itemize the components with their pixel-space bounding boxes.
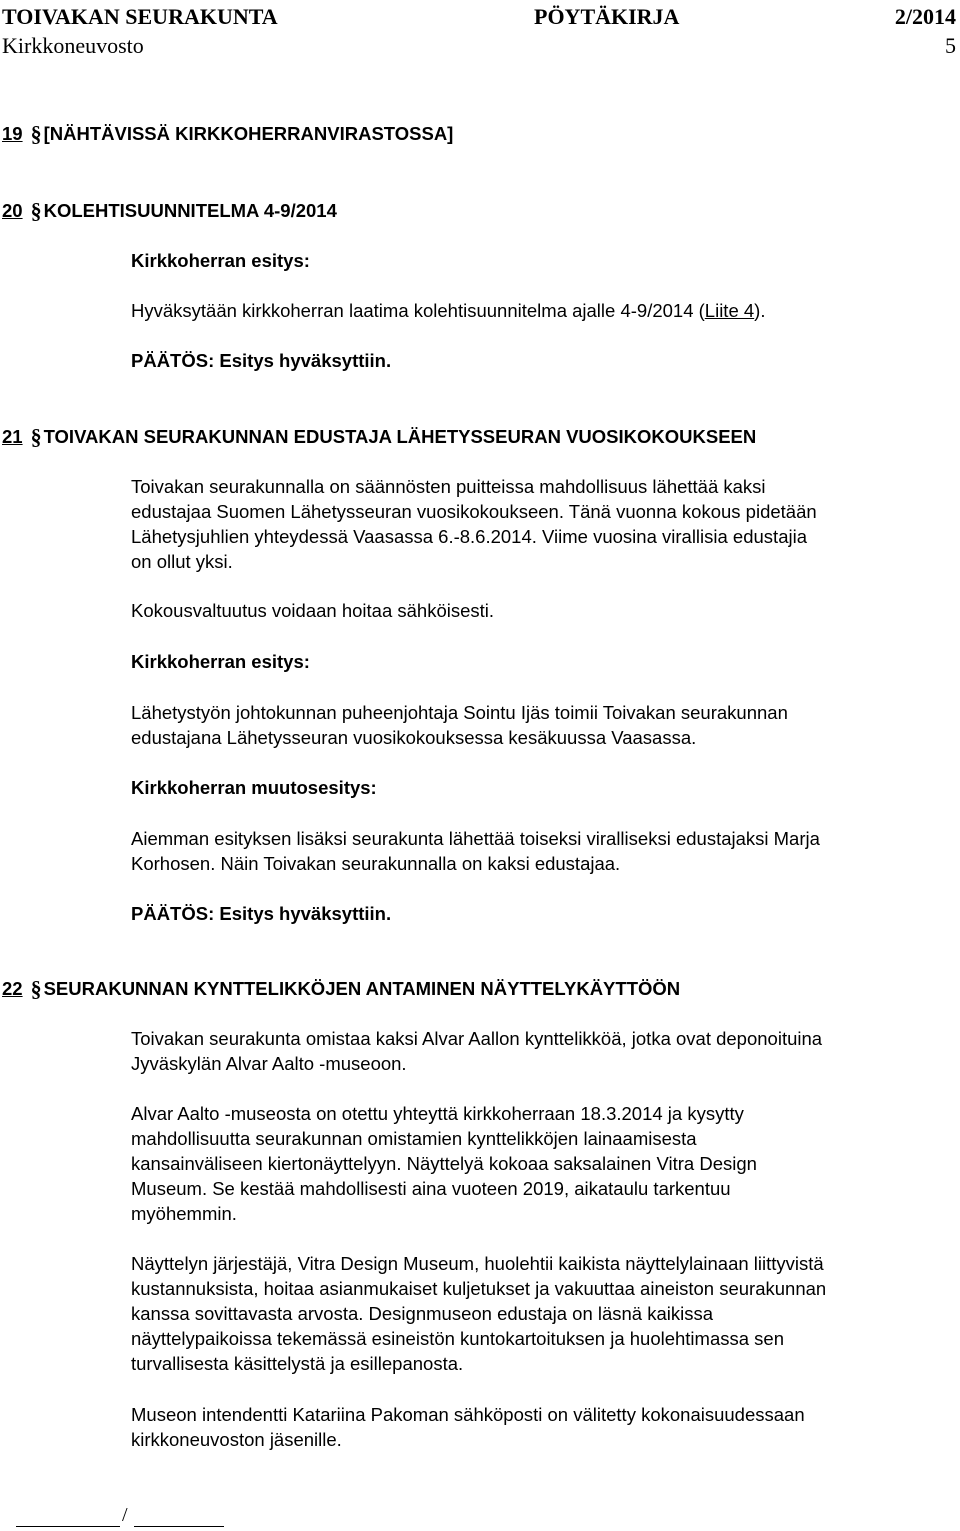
section-20-heading <box>2 198 337 223</box>
paragraph-line: kansainväliseen kiertonäyttelyyn. Näyttelyä kokoaa saksalainen Vitra Design <box>131 1153 757 1174</box>
document-subheader <box>2 33 956 59</box>
section-22-heading <box>2 976 680 1001</box>
section-number: 19 <box>2 123 23 144</box>
paragraph-line: on ollut yksi. <box>131 551 233 572</box>
section-21-heading <box>2 424 756 449</box>
proposal-label: Kirkkoherran esitys: <box>131 651 310 672</box>
decision-text: PÄÄTÖS: Esitys hyväksyttiin. <box>131 903 392 924</box>
paragraph-line: Aiemman esityksen lisäksi seurakunta lähettää toiseksi viralliseksi edustajaksi Marja <box>131 828 820 849</box>
proposal-text-start: Hyväksytään kirkkoherran laatima kolehtisuunnitelma ajalle 4-9/2014 ( <box>131 300 705 321</box>
decision-text: PÄÄTÖS: Esitys hyväksyttiin. <box>131 350 392 371</box>
attachment-link[interactable]: Liite 4 <box>704 300 755 321</box>
document-header <box>2 4 956 30</box>
section-sign: § <box>30 424 42 449</box>
paragraph-line: turvallisesta käsittelystä ja esillepanosta. <box>131 1353 464 1374</box>
governing-body: Kirkkoneuvosto <box>2 33 144 58</box>
paragraph-line: edustajana Lähetysseuran vuosikokouksessa kesäkuussa Vaasassa. <box>131 727 697 748</box>
initials-line <box>16 1504 226 1530</box>
paragraph-line: näyttelypaikoissa tekemässä esineistön kuntokartoituksen ja huolehtimassa sen <box>131 1328 785 1349</box>
document-type: PÖYTÄKIRJA <box>534 4 680 29</box>
paragraph-line: Jyväskylän Alvar Aalto -museoon. <box>131 1053 407 1074</box>
section-number: 20 <box>2 200 23 221</box>
paragraph-line: Toivakan seurakunta omistaa kaksi Alvar Aallon kynttelikköä, jotka ovat deponoituina <box>131 1028 823 1049</box>
section-title: SEURAKUNNAN KYNTTELIKKÖJEN ANTAMINEN NÄYTTELYKÄYTTÖÖN <box>43 978 681 999</box>
proposal-text-end: ). <box>754 300 766 321</box>
section-title: KOLEHTISUUNNITELMA 4-9/2014 <box>43 200 337 221</box>
paragraph-line: Korhosen. Näin Toivakan seurakunnalla on kaksi edustajaa. <box>131 853 621 874</box>
amendment-label: Kirkkoherran muutosesitys: <box>131 777 377 798</box>
section-title: [NÄHTÄVISSÄ KIRKKOHERRANVIRASTOSSA] <box>43 123 454 144</box>
section-sign: § <box>30 198 42 223</box>
paragraph-line: Lähetystyön johtokunnan puheenjohtaja Sointu Ijäs toimii Toivakan seurakunnan <box>131 702 788 723</box>
proposal-label: Kirkkoherran esitys: <box>131 250 310 271</box>
section-sign: § <box>30 976 42 1001</box>
paragraph-line: Näyttelyn järjestäjä, Vitra Design Museum, huolehtii kaikista näyttelylainaan liittyvistä <box>131 1253 824 1274</box>
initials-blank-right <box>134 1526 224 1527</box>
paragraph-line: Kokousvaltuutus voidaan hoitaa sähköisesti. <box>131 600 495 621</box>
paragraph-line: Lähetysjuhlien yhteydessä Vaasassa 6.-8.6.2014. Viime vuosina virallisia edustajia <box>131 526 807 547</box>
paragraph-line: Museon intendentti Katariina Pakoman sähköposti on välitetty kokonaisuudessaan <box>131 1404 805 1425</box>
initials-blank-left <box>16 1526 120 1527</box>
paragraph-line: Museum. Se kestää mahdollisesti aina vuoteen 2019, aikataulu tarkentuu <box>131 1178 731 1199</box>
section-sign: § <box>30 121 42 146</box>
paragraph-line: kustannuksista, hoitaa asianmukaiset kuljetukset ja vakuuttaa aineiston seurakunnan <box>131 1278 827 1299</box>
section-number: 21 <box>2 426 23 447</box>
organization-name: TOIVAKAN SEURAKUNTA <box>2 4 278 29</box>
paragraph-line: kirkkoneuvoston jäsenille. <box>131 1429 342 1450</box>
section-19-heading <box>2 121 453 146</box>
document-number: 2/2014 <box>894 4 956 29</box>
section-number: 22 <box>2 978 23 999</box>
section-title: TOIVAKAN SEURAKUNNAN EDUSTAJA LÄHETYSSEURAN VUOSIKOKOUKSEEN <box>43 426 757 447</box>
proposal-text <box>131 298 765 323</box>
paragraph-line: kanssa sovittavasta arvosta. Designmuseon edustaja on läsnä kaikissa <box>131 1303 714 1324</box>
initials-separator: / <box>122 1504 128 1526</box>
page-number: 5 <box>945 33 956 58</box>
paragraph-line: Alvar Aalto -museosta on otettu yhteyttä kirkkoherraan 18.3.2014 ja kysytty <box>131 1103 744 1124</box>
paragraph-line: mahdollisuutta seurakunnan omistamien kynttelikköjen lainaamisesta <box>131 1128 697 1149</box>
paragraph-line: Toivakan seurakunnalla on säännösten puitteissa mahdollisuus lähettää kaksi <box>131 476 766 497</box>
paragraph-line: myöhemmin. <box>131 1203 237 1224</box>
paragraph-line: edustajaa Suomen Lähetysseuran vuosikokoukseen. Tänä vuonna kokous pidetään <box>131 501 817 522</box>
